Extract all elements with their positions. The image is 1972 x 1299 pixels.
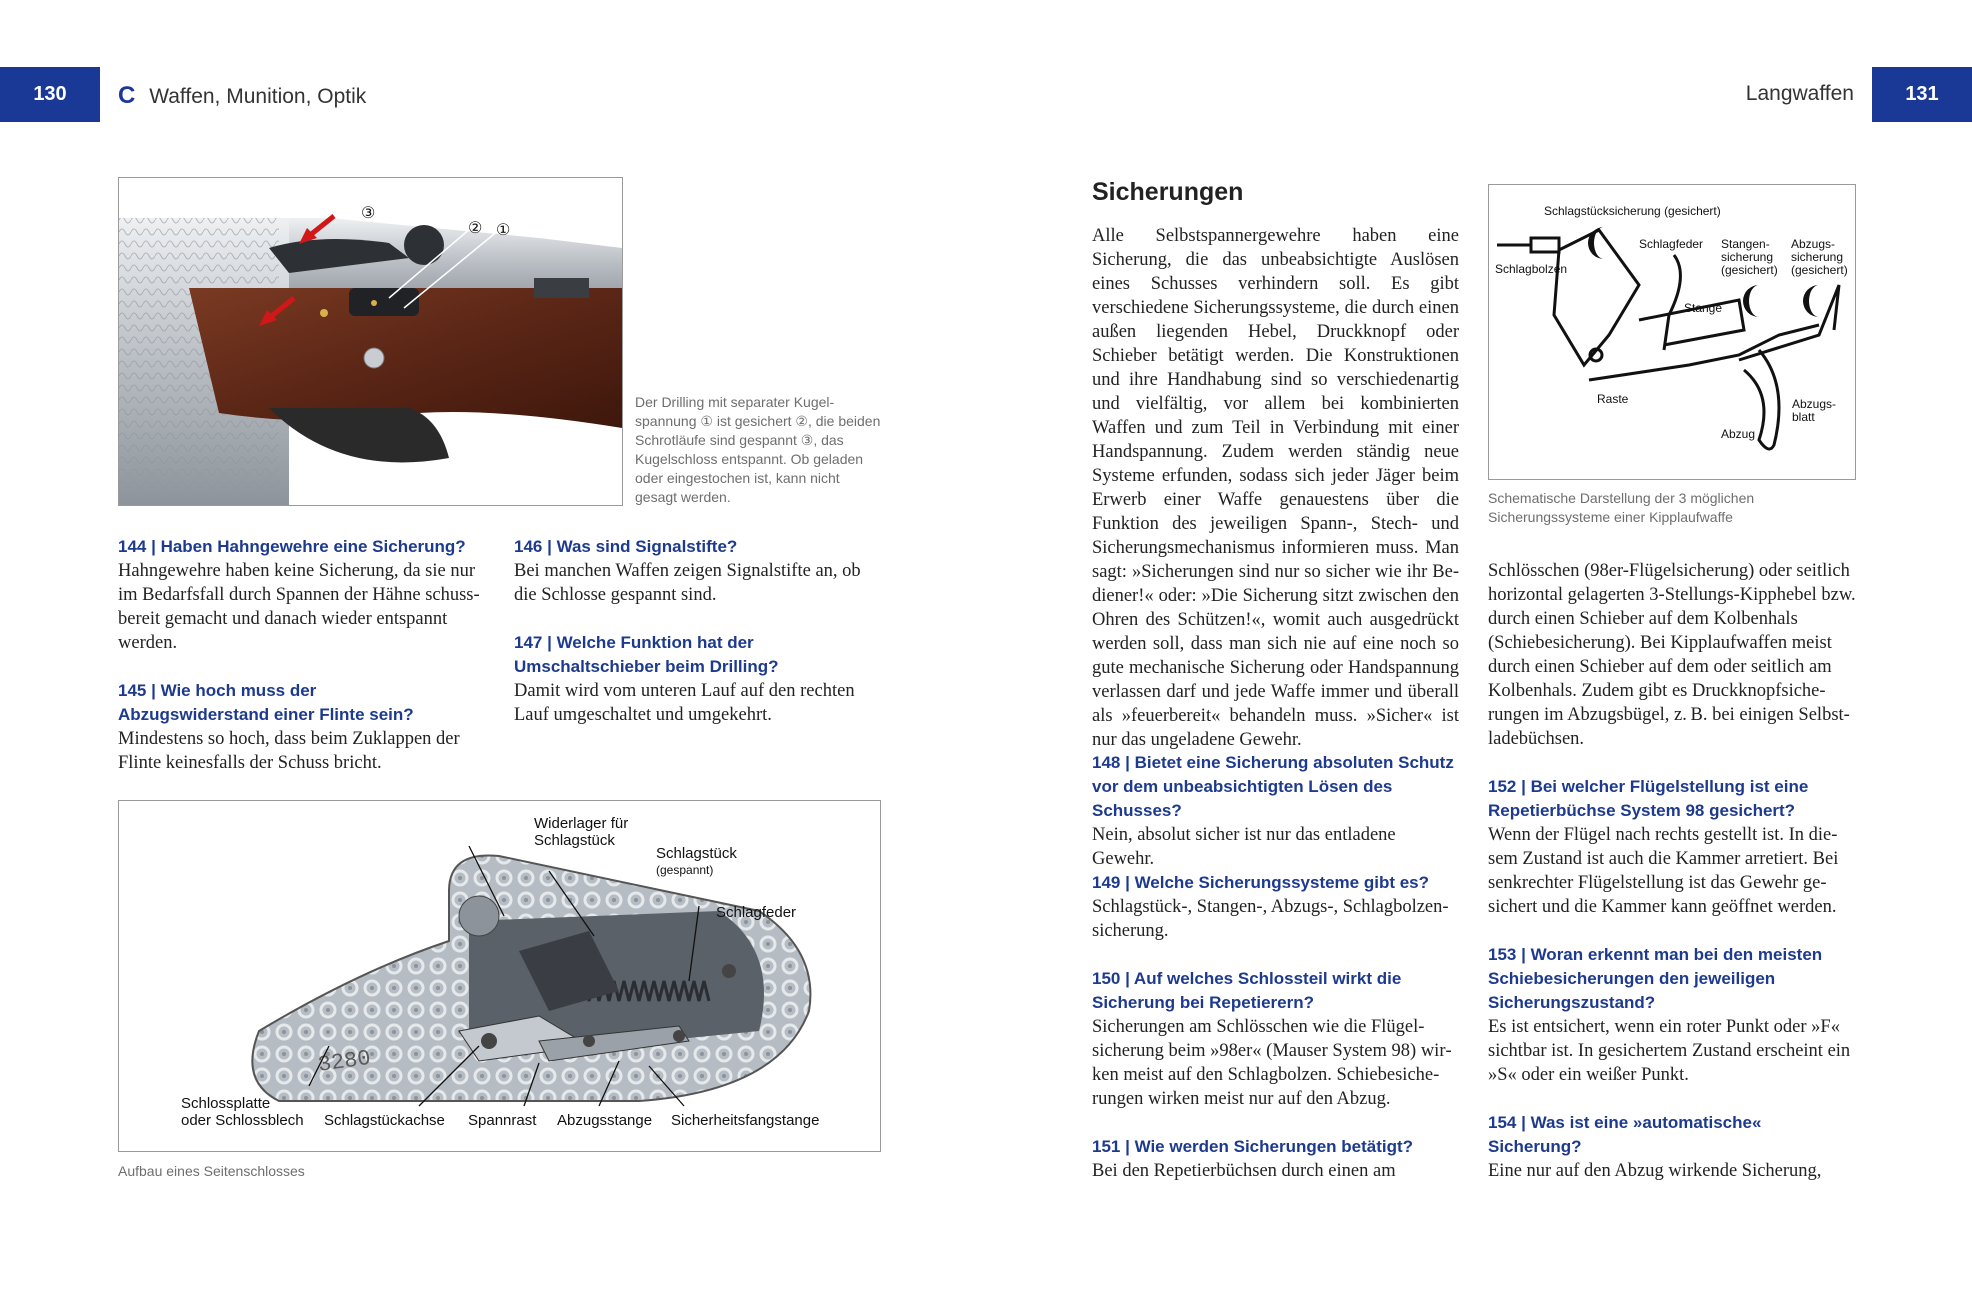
- qa-145: [118, 679, 488, 775]
- right-page-number: 131: [1872, 67, 1972, 122]
- marker-2: ②: [468, 220, 483, 237]
- label-abzug: Abzug: [1721, 427, 1756, 441]
- label-stangen-sicherung: sicherung: [1721, 250, 1774, 264]
- schematic-caption: Schematische Darstellung der 3 möglichen Sicherungssysteme einer Kipplaufwaffe: [1488, 490, 1755, 525]
- right-intro-text: Schlösschen (98er-Flügelsicherung) oder seitlich horizontal gelagerten 3-Stellungs-Kipphebel bzw. durch einen Schieber auf dem Kolbenhals (Schiebesicherung). Bei Kipplaufwaffen meist durch einen Schieber auf dem oder seitlich am Kolbenhals. Zudem gibt es Druckknopfsicherungen im Abzugsbügel, z. B. bei einigen Selbstladebüchsen.: [1488, 561, 1856, 749]
- left-page-number: 130: [0, 67, 100, 122]
- qa-152: [1488, 775, 1858, 919]
- answer-148: Nein, absolut sicher ist nur das entladene Gewehr.: [1092, 825, 1396, 869]
- qa-150: [1092, 967, 1462, 1111]
- section-running-title: Langwaffen: [1745, 82, 1854, 105]
- qa-146: [514, 535, 884, 607]
- label-stangen-gesichert: (gesichert): [1721, 263, 1778, 277]
- label-schlossplatte: Schlossplatte: [181, 1095, 271, 1112]
- marker-1: ①: [496, 222, 511, 239]
- answer-150: Sicherungen am Schlösschen wie die Flügelsicherung beim »98er« (Mauser System 98) wirken meist auf den Schlagbolzen. Schiebesicherungen wirken meist nur auf den Abzug.: [1092, 1017, 1452, 1109]
- question-146: 146 | Was sind Signalstifte?: [514, 537, 738, 556]
- serial-number: 3280: [316, 1045, 373, 1078]
- label-schlagstueckachse: Schlagstückachse: [324, 1112, 445, 1129]
- label-spannrast: Spannrast: [468, 1112, 537, 1129]
- chapter-title: Waffen, Munition, Optik: [149, 85, 367, 108]
- qa-151: [1092, 1135, 1462, 1183]
- qa-147: [514, 631, 884, 727]
- answer-145: Mindestens so hoch, dass beim Zuklappen der Flinte keinesfalls der Schuss bricht.: [118, 729, 460, 773]
- answer-149: Schlagstück-, Stangen-, Abzugs-, Schlagbolzensicherung.: [1092, 897, 1449, 941]
- drilling-caption: Der Drilling mit separater Kugelspannung ① ist gesichert ②, die beiden Schrotläufe sind gespannt ③, das Kugelschloss entspannt. Ob geladen oder eingestochen ist, kann nicht gesagt werden.: [635, 394, 881, 505]
- label-widerlager-2: Schlagstück: [534, 832, 615, 849]
- question-144: 144 | Haben Hahngewehre eine Sicherung?: [118, 537, 466, 556]
- label-abzugs: Abzugs-: [1791, 237, 1836, 251]
- answer-147: Damit wird vom unteren Lauf auf den rechten Lauf umgeschaltet und umgekehrt.: [514, 681, 855, 725]
- answer-151: Bei den Repetierbüchsen durch einen am: [1092, 1161, 1396, 1181]
- label-schlossblech: oder Schlossblech: [181, 1112, 304, 1129]
- drilling-photo: [118, 177, 623, 506]
- qa-148: [1092, 751, 1462, 871]
- label-schlagfeder-schematic: Schlagfeder: [1639, 237, 1704, 251]
- answer-153: Es ist entsichert, wenn ein roter Punkt oder »F« sichtbar ist. In gesichertem Zustand erscheint ein »S« oder ein weißer Punkt.: [1488, 1017, 1851, 1085]
- label-abzugsstange: Abzugsstange: [557, 1112, 653, 1129]
- question-149: 149 | Welche Sicherungssysteme gibt es?: [1092, 873, 1430, 892]
- answer-146: Bei manchen Waffen zeigen Signalstifte an, ob die Schlosse gespannt sind.: [514, 561, 861, 605]
- marker-3: ③: [361, 205, 376, 222]
- drilling-photo-illustration: [119, 178, 622, 505]
- label-schlagbolzen: Schlagbolzen: [1495, 262, 1568, 276]
- question-151: 151 | Wie werden Sicherungen betätigt?: [1092, 1137, 1414, 1156]
- answer-144: Hahngewehre haben keine Sicherung, da sie nur im Bedarfsfall durch Spannen der Hähne schussbereit gemacht und danach wieder entspannt werden.: [118, 561, 480, 653]
- section-body: Alle Selbstspannergewehre haben eine Sicherung, die das unbeabsichtigte Auslösen eines Schusses verhindern soll. Es gibt verschiedene Sicherungssysteme, die durch einen außen liegenden Hebel, Druckknopf oder Schieber betätigt werden. Die Konstruktionen und ihre Handhabung sind so verschiedenartig und vielfältig, vor allem bei kombinierten Waffen und zum Teil in Verbindung mit einer Handspannung. Zudem werden ständig neue Systeme erfunden, sodass sich jeder Jäger beim Erwerb einer Waffe genauestens über die Funktion des jeweiligen Spann-, Stech- und Sicherungsmechanismus informieren muss. Man sagt: »Sicherungen sind nur so sicher wie ihr Bediener!« oder: »Die Sicherung sitzt zwischen den Ohren des Schützen!«, womit auch ausgedrückt werden soll, dass man sich nie auf eine noch so gute mechanische Sicherung oder Handspannung verlassen darf und jede Waffe immer und überall als »feuerbereit« behandeln muss. »Sicher« ist nur das ungeladene Gewehr.: [1092, 226, 1459, 750]
- label-stangen: Stangen-: [1721, 237, 1770, 251]
- question-152: 152 | Bei welcher Flügelstellung ist eine Repetierbüchse System 98 gesichert?: [1488, 777, 1809, 820]
- safety-schematic-illustration: [1489, 185, 1855, 479]
- label-widerlager: Widerlager für: [534, 815, 629, 832]
- label-schlagfeder: Schlagfeder: [716, 904, 797, 921]
- qa-153: [1488, 943, 1858, 1087]
- label-abzugsblatt-2: blatt: [1792, 410, 1815, 424]
- chapter-heading: [118, 82, 366, 110]
- label-schlagstuecksicherung: Schlagstücksicherung (gesichert): [1544, 204, 1721, 218]
- question-154: 154 | Was ist eine »automatische« Sicherung?: [1488, 1113, 1762, 1156]
- label-sicherheitsfangstange: Sicherheitsfangstange: [671, 1112, 820, 1129]
- safety-schematic-figure: [1488, 184, 1856, 480]
- label-abzugs-gesichert: (gesichert): [1791, 263, 1848, 277]
- qa-149: [1092, 871, 1462, 943]
- label-abzugs-sicherung: sicherung: [1791, 250, 1844, 264]
- qa-154: [1488, 1111, 1858, 1183]
- label-gespannt: (gespannt): [656, 863, 714, 877]
- question-147: 147 | Welche Funktion hat der Umschaltschieber beim Drilling?: [514, 633, 779, 676]
- label-stange: Stange: [1684, 301, 1723, 315]
- question-148: 148 | Bietet eine Sicherung absoluten Schutz vor dem unbeabsichtigten Lösen des Schusses?: [1092, 753, 1454, 820]
- label-abzugsblatt: Abzugs-: [1792, 397, 1837, 411]
- question-153: 153 | Woran erkennt man bei den meisten Schiebesicherungen den jeweiligen Sicherungszustand?: [1488, 945, 1823, 1012]
- answer-154: Eine nur auf den Abzug wirkende Sicherung,: [1488, 1161, 1822, 1181]
- side-lock-figure: [118, 800, 881, 1152]
- label-raste: Raste: [1597, 392, 1629, 406]
- qa-144: [118, 535, 488, 655]
- question-150: 150 | Auf welches Schlossteil wirkt die Sicherung bei Repetierern?: [1092, 969, 1402, 1012]
- label-schlagstueck: Schlagstück: [656, 845, 737, 862]
- side-lock-caption: Aufbau eines Seitenschlosses: [118, 1163, 305, 1179]
- question-145: 145 | Wie hoch muss der Abzugswiderstand einer Flinte sein?: [118, 681, 414, 724]
- answer-152: Wenn der Flügel nach rechts gestellt ist. In diesem Zustand ist auch die Kammer arretiert. Bei senkrechter Flügelstellung ist das Gewehr gesichert und die Kammer kann geöffnet werden.: [1488, 825, 1839, 917]
- side-lock-illustration: [119, 801, 880, 1151]
- section-title: Sicherungen: [1092, 178, 1244, 206]
- chapter-letter: C: [118, 82, 136, 109]
